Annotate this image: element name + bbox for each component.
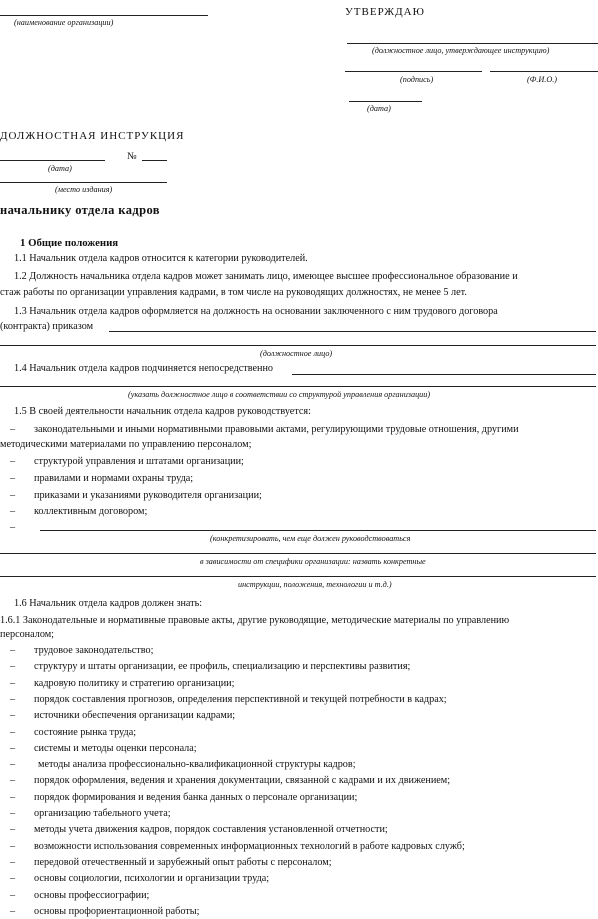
list2-dash: – [10,792,16,803]
list2-item: организацию табельного учета; [34,808,171,819]
subordinate-line [292,374,596,375]
list2-dash: – [10,890,16,901]
list2-item: основы социологии, психологии и организации труда; [34,873,270,884]
list2-item: структуру и штаты организации, ее профиль, специализацию и перспективы развития; [34,661,411,672]
signature-line [345,71,482,72]
list2-item: основы профориентационной работы; [34,906,200,917]
list2-dash: – [10,873,16,884]
list2-item: трудовое законодательство; [34,645,154,656]
list2-item: методы учета движения кадров, порядок составления установленной отчетности; [34,824,388,835]
org-caption: (наименование организации) [14,18,114,27]
place-caption: (место издания) [55,185,113,194]
list1-item-0b: методическими материалами по управлению персоналом; [0,439,252,450]
order-line-2 [0,345,596,346]
list2-dash: – [10,906,16,917]
doc-number-line [142,160,167,161]
para-1-3-line2: (контракта) приказом [0,321,94,332]
list1-dash-1: – [10,456,16,467]
subordinate-line-2 [0,386,596,387]
list2-dash: – [10,694,16,705]
list2-dash: – [10,808,16,819]
list1-item-0a: законодательными и иными нормативными правовыми актами, регулирующими трудовые отношения, другими [34,424,519,435]
list1-item-4: коллективным договором; [34,506,148,517]
extra-line-1 [40,530,596,531]
list2-dash: – [10,743,16,754]
list2-dash: – [10,841,16,852]
para-1-4: 1.4 Начальник отдела кадров подчиняется непосредственно [14,363,273,374]
list2-dash: – [10,727,16,738]
order-caption: (должностное лицо) [260,349,333,358]
para-1-2-line2: стаж работы по организации управления кадрами, в том числе на руководящих должностях, не менее 5 лет. [0,287,467,298]
list2-item: основы профессиографии; [34,890,150,901]
signature-caption: (подпись) [400,75,434,84]
list2-item: состояние рынка труда; [34,727,137,738]
list1-dash-3: – [10,490,16,501]
list2-dash: – [10,824,16,835]
order-line [109,331,596,332]
list2-dash: – [10,775,16,786]
list1-item-2: правилами и нормами охраны труда; [34,473,194,484]
para-1-3-line1: 1.3 Начальник отдела кадров оформляется на должность на основании заключенного с ним трудового договора [14,306,498,317]
list2-item: порядок формирования и ведения банка данных о персонале организации; [34,792,358,803]
list2-item: системы и методы оценки персонала; [34,743,197,754]
extra-line-3 [0,576,596,577]
list1-dash-5: – [10,522,16,533]
extra-line-2 [0,553,596,554]
list1-dash-0: – [10,424,16,435]
approver-caption: (должностное лицо, утверждающее инструкцию) [372,46,550,55]
doc-date-line [0,160,105,161]
list2-dash: – [10,857,16,868]
list2-item: передовой отечественный и зарубежный опыт работы с персоналом; [34,857,332,868]
extra-caption-2: в зависимости от специфики организации: назвать конкретные [200,557,426,566]
list2-dash: – [10,661,16,672]
fio-line [490,71,598,72]
para-1-6-1-line2: персоналом; [0,629,55,640]
para-1-2-line1: 1.2 Должность начальника отдела кадров может занимать лицо, имеющее высшее профессиональное образование и [14,271,518,282]
extra-caption-1: (конкретизировать, чем еще должен руководствоваться [210,534,411,543]
list1-dash-2: – [10,473,16,484]
list2-dash: – [10,678,16,689]
extra-caption-3: инструкции, положения, технологии и т.д.) [238,580,392,589]
list1-item-3: приказами и указаниями руководителя организации; [34,490,262,501]
approve-date-caption: (дата) [367,104,391,113]
list2-item: источники обеспечения организации кадрами; [34,710,236,721]
list2-dash: – [10,645,16,656]
doc-number-label: № [127,151,137,162]
list1-dash-4: – [10,506,16,517]
para-1-6: 1.6 Начальник отдела кадров должен знать: [14,598,203,609]
list2-item: порядок оформления, ведения и хранения документации, связанной с кадрами и их движением; [34,775,451,786]
para-1-6-1-line1: 1.6.1 Законодательные и нормативные правовые акты, другие руководящие, методические материалы по управлению [0,615,510,626]
list2-dash: – [10,710,16,721]
approve-label: УТВЕРЖДАЮ [345,6,425,18]
doc-title: ДОЛЖНОСТНАЯ ИНСТРУКЦИЯ [0,130,185,142]
fio-caption: (Ф.И.О.) [527,75,558,84]
para-1-1: 1.1 Начальник отдела кадров относится к категории руководителей. [14,253,308,264]
list1-item-1: структурой управления и штатами организации; [34,456,244,467]
doc-date-caption: (дата) [48,164,72,173]
list2-item: порядок составления прогнозов, определения перспективной и текущей потребности в кадрах; [34,694,447,705]
list2-item: кадровую политику и стратегию организации; [34,678,235,689]
doc-subtitle: начальнику отдела кадров [0,203,160,217]
list2-dash: – [10,759,16,770]
para-1-5: 1.5 В своей деятельности начальник отдела кадров руководствуется: [14,406,311,417]
list2-item: возможности использования современных информационных технологий в работе кадровых служб; [34,841,465,852]
list2-item: методы анализа профессионально-квалификационной структуры кадров; [38,759,356,770]
subordinate-caption: (указать должностное лицо в соответствии со структурой управления организации) [128,390,431,399]
section-heading: 1 Общие положения [20,237,119,249]
